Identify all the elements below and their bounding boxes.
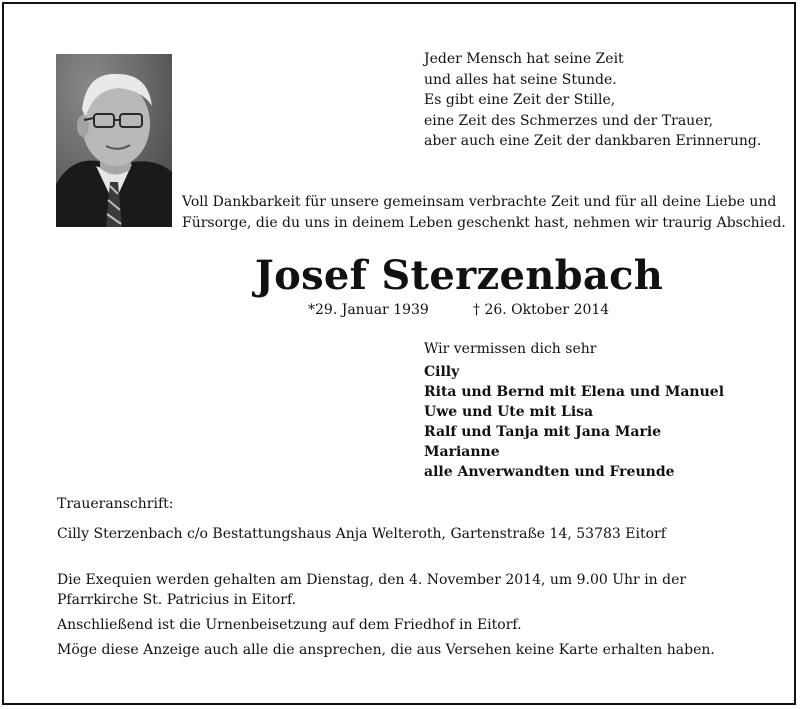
mourner-name: Cilly <box>424 364 460 380</box>
address-text: Cilly Sterzenbach c/o Bestattungshaus Anja Welteroth, Gartenstraße 14, 53783 Eitorf <box>57 526 666 542</box>
mourner-name: Uwe und Ute mit Lisa <box>424 404 594 420</box>
poem-line: und alles hat seine Stunde. <box>424 71 617 88</box>
mourner-name: Rita und Bernd mit Elena und Manuel <box>424 384 725 400</box>
portrait-photo <box>56 54 172 227</box>
mourner-name: Ralf und Tanja mit Jana Marie <box>424 424 662 440</box>
notice-paragraph: Möge diese Anzeige auch alle die ansprechen, die aus Versehen keine Karte erhalten haben. <box>57 642 715 658</box>
notice-paragraph: Anschließend ist die Urnenbeisetzung auf dem Friedhof in Eitorf. <box>57 617 522 633</box>
mourner-name: alle Anverwandten und Freunde <box>424 464 675 480</box>
deceased-name-text: Josef Sterzenbach <box>254 252 664 299</box>
notice-paragraph: Die Exequien werden gehalten am Dienstag, den 4. November 2014, um 9.00 Uhr in der Pfarrkirche St. Patricius in Eitorf. <box>57 572 687 608</box>
gratitude-line: Voll Dankbarkeit für unsere gemeinsam verbrachte Zeit und für all deine Liebe und <box>182 194 777 210</box>
death-date: † 26. Oktober 2014 <box>473 302 610 318</box>
gratitude-line: Fürsorge, die du uns in deinem Leben geschenkt hast, nehmen wir traurig Abschied. <box>182 215 786 231</box>
birth-date: *29. Januar 1939 <box>308 302 429 318</box>
mourners-list <box>424 362 724 482</box>
poem-line: eine Zeit des Schmerzes und der Trauer, <box>424 112 714 129</box>
poem-line: Jeder Mensch hat seine Zeit <box>424 51 624 67</box>
mourner-name: Marianne <box>424 444 500 460</box>
service-notices <box>57 570 757 660</box>
poem-line: aber auch eine Zeit der dankbaren Erinnerung. <box>424 133 762 149</box>
poem <box>424 49 761 152</box>
gratitude-text <box>182 192 786 234</box>
deceased-name <box>0 250 800 302</box>
address-label: Traueranschrift: <box>57 496 174 512</box>
poem-line: Es gibt eine Zeit der Stille, <box>424 92 616 108</box>
mourners-intro: Wir vermissen dich sehr <box>424 341 597 357</box>
